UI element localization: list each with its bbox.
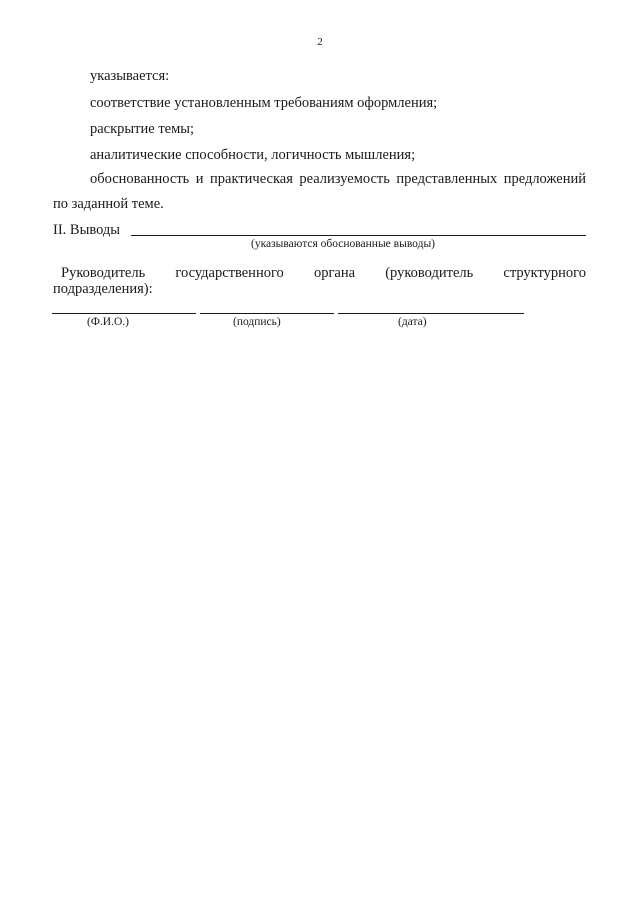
conclusions-label: II. Выводы — [53, 222, 121, 238]
paragraph-indicated: указывается: — [90, 68, 170, 84]
date-line — [338, 313, 524, 314]
paragraph-analytic: аналитические способности, логичность мышления; — [90, 147, 416, 163]
page-number: 2 — [317, 36, 323, 48]
signature-caption: (подпись) — [233, 316, 281, 328]
signature-head-line1: Руководитель государственного органа (руководитель структурного — [61, 265, 586, 281]
paragraph-validity-line2: по заданной теме. — [53, 196, 164, 212]
paragraph-validity-line1: обоснованность и практическая реализуемость представленных предложений — [90, 171, 586, 187]
conclusions-hint: (указываются обоснованные выводы) — [251, 238, 435, 250]
signature-line — [200, 313, 334, 314]
fio-caption: (Ф.И.О.) — [87, 316, 129, 328]
paragraph-compliance: соответствие установленным требованиям оформления; — [90, 95, 438, 111]
fio-line — [52, 313, 196, 314]
paragraph-topic: раскрытие темы; — [90, 121, 195, 137]
conclusions-fill-line — [131, 235, 586, 236]
date-caption: (дата) — [398, 316, 427, 328]
signature-head-line2: подразделения): — [53, 281, 153, 297]
